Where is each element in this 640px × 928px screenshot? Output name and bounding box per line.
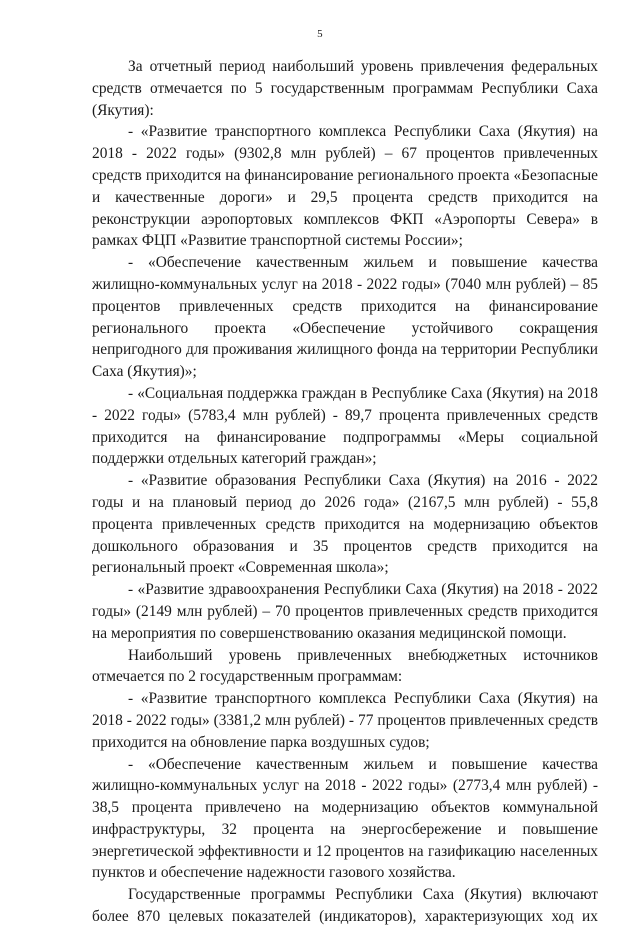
list-item-federal-healthcare: - «Развитие здравоохранения Республики Саха (Якутия) на 2018 - 2022 годы» (2149 млн рублей) – 70 процентов привлеченных средств приходится на мероприятия по совершенствованию оказания медицинской помощи. — [92, 581, 598, 642]
body-text — [92, 56, 598, 928]
list-item-federal-education: - «Развитие образования Республики Саха (Якутия) на 2016 - 2022 годы и на плановый период до 2026 года» (2167,5 млн рублей) - 55,8 процента привлеченных средств приходится на модернизацию объектов дошкольного образования и 35 процентов средств приходится на региональный проект «Современная школа»; — [92, 472, 598, 577]
list-item-federal-social: - «Социальная поддержка граждан в Республике Саха (Якутия) на 2018 - 2022 годы» (5783,4 млн рублей) - 89,7 процента привлеченных средств приходится на финансирование подпрограммы «Меры социальной поддержки отдельных категорий граждан»; — [92, 384, 598, 468]
page-number: 5 — [317, 28, 323, 40]
list-item-extrabudgetary-transport: - «Развитие транспортного комплекса Республики Саха (Якутия) на 2018 - 2022 годы» (3381,2 млн рублей) - 77 процентов привлеченных средств приходится на обновление парка воздушных судов; — [92, 690, 598, 751]
list-item-federal-transport: - «Развитие транспортного комплекса Республики Саха (Якутия) на 2018 - 2022 годы» (9302,8 млн рублей) – 67 процентов привлеченных средств приходится на финансирование регионального проекта «Безопасные и качественные дороги» и 29,5 процента средств приходится на реконструкции аэропортовых комплексов ФКП «Аэропорты Севера» в рамках ФЦП «Развитие транспортной системы России»; — [92, 123, 598, 250]
extrabudgetary-paragraph: Наибольший уровень привлеченных внебюджетных источников отмечается по 2 государственным программам: — [92, 646, 598, 686]
indicators-paragraph: Государственные программы Республики Саха (Якутия) включают более 870 целевых показателей (индикаторов), характеризующих ход их — [92, 886, 598, 926]
list-item-extrabudgetary-housing: - «Обеспечение качественным жильем и повышение качества жилищно-коммунальных услуг на 2018 - 2022 годы» (2773,4 млн рублей) - 38,5 процента привлечено на модернизацию объектов коммунальной инфраструктуры, 32 процента на энергосбережение и повышение энергетической эффективности и 12 процентов на газификацию населенных пунктов и обеспечение надежности газового хозяйства. — [92, 755, 598, 882]
intro-paragraph: За отчетный период наибольший уровень привлечения федеральных средств отмечается по 5 государственным программам Республики Саха (Якутия): — [92, 58, 598, 119]
list-item-federal-housing: - «Обеспечение качественным жильем и повышение качества жилищно-коммунальных услуг на 2018 - 2022 годы» (7040 млн рублей) – 85 процентов привлеченных средств приходится на финансирование регионального проекта «Обеспечение устойчивого сокращения непригодного для проживания жилищного фонда на территории Республики Саха (Якутия)»; — [92, 254, 598, 381]
